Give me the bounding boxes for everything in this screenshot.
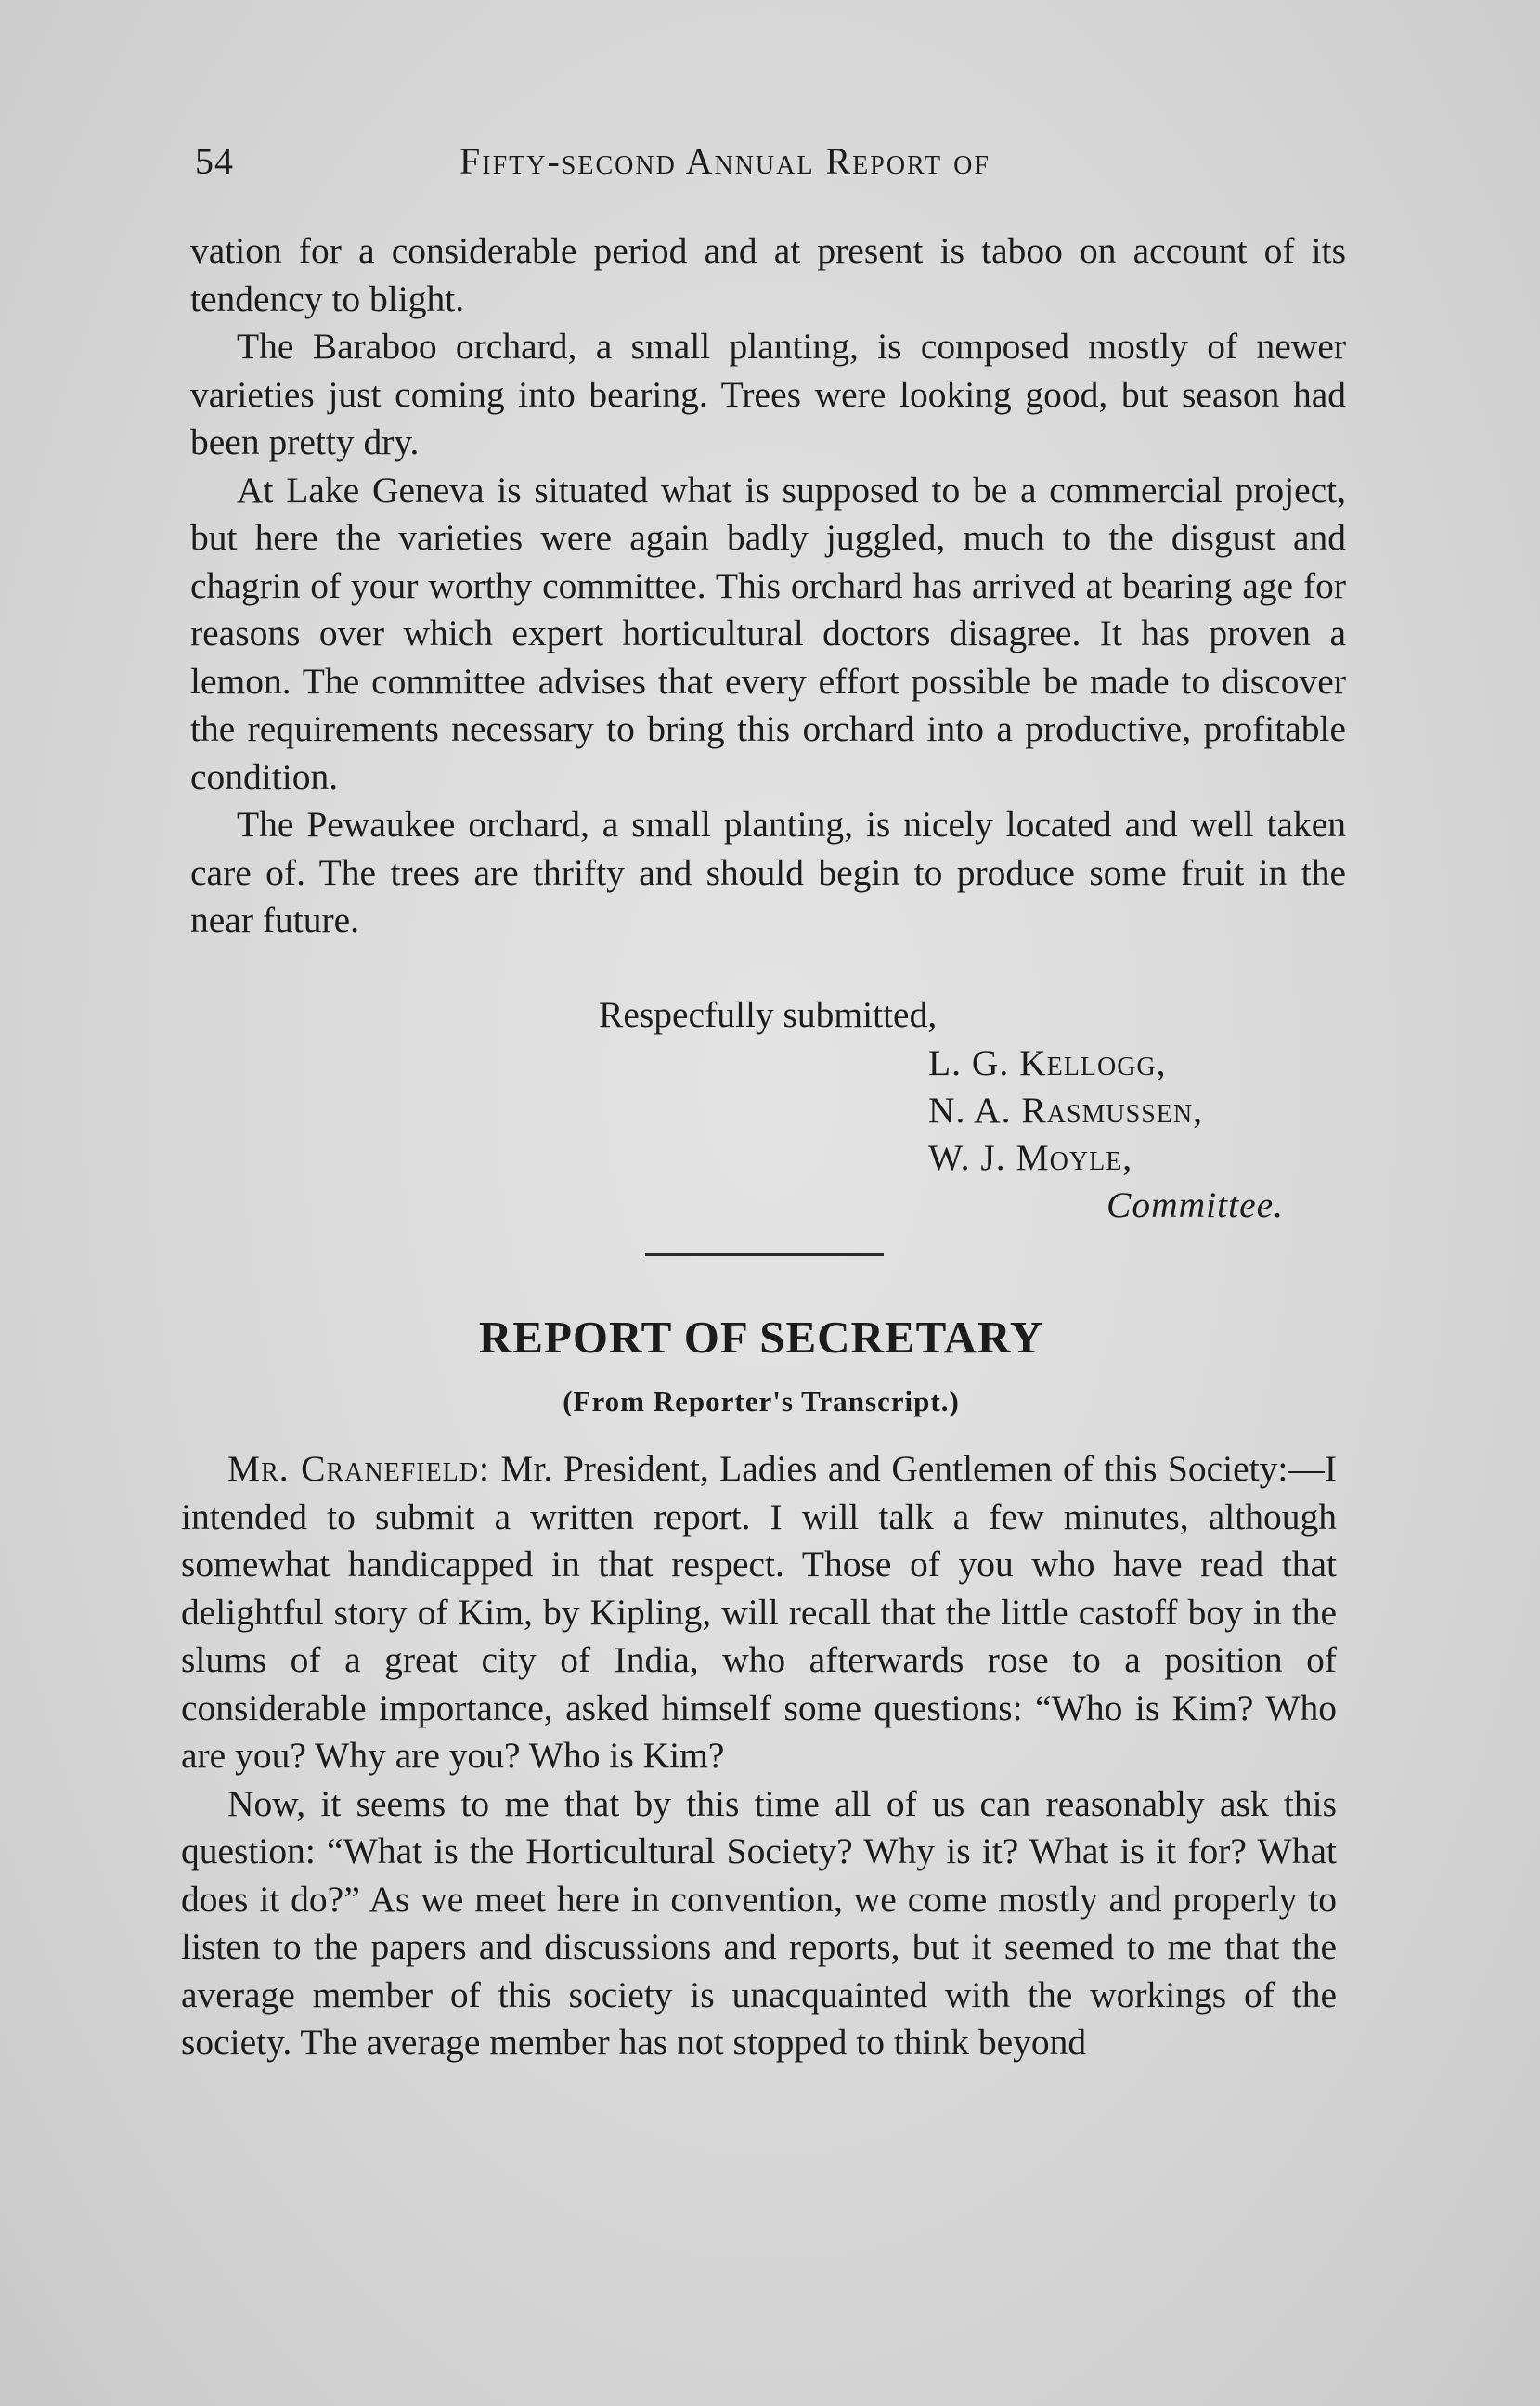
paragraph: Now, it seems to me that by this time all of us can reasonably ask this question: “What is the Horticultural Society? Why is it? What is it for? What does it do?” As we meet here in convention, we come mostly and properly to listen to the papers and discussions and reports, but it seemed to me that the average member of this society is unacquainted with the workings of the society. The average member has not stopped to think beyond (181, 1782, 1337, 2063)
paragraph: At Lake Geneva is situated what is supposed to be a commercial project, but here the varieties were again badly juggled, much to the disgust and chagrin of your worthy committee. This orchard has arrived at bearing age for reasons over which expert horticultural doctors disagree. It has proven a lemon. The committee advises that every effort possible be made to discover the requirements necessary to bring this orchard into a productive, profitable condition. (190, 469, 1346, 797)
paragraph (181, 1445, 1337, 1780)
page-header (195, 139, 1365, 195)
signatory-name: W. J. Moyle, (928, 1137, 1133, 1178)
secretary-report-text (181, 1445, 1337, 2067)
signatory-name: N. A. Rasmussen, (928, 1090, 1203, 1131)
committee-report-text (190, 227, 1346, 945)
section-title: REPORT OF SECRETARY (478, 1312, 1044, 1363)
section-subtitle: (From Reporter's Transcript.) (563, 1385, 960, 1417)
speaker-name: Mr. Cranefield: (227, 1448, 490, 1489)
signatory-name: L. G. Kellogg, (928, 1042, 1167, 1083)
paragraph-text: Mr. President, Ladies and Gentlemen of this Society:—I intended to submit a written report. I will talk a few minutes, although somewhat handicapped in that respect. Those of you who have read that delightful story of Kim, by Kipling, will recall that the little castoff boy in the slums of a great city of India, who afterwards rose to a position of considerable importance, asked himself some questions: “Who is Kim? Who are you? Why are you? Who is Kim? (181, 1448, 1337, 1776)
page-number: 54 (195, 140, 234, 182)
paragraph: The Baraboo orchard, a small planting, is composed mostly of newer varieties just coming into bearing. Trees were looking good, but season had been pretty dry. (190, 326, 1346, 462)
closing-line: Respecfully submitted, (599, 994, 938, 1035)
running-head: Fifty-second Annual Report of (459, 140, 990, 182)
section-divider (645, 1253, 884, 1256)
signatory-role: Committee. (1106, 1184, 1285, 1225)
paragraph: vation for a considerable period and at present is taboo on account of its tendency to blight. (190, 230, 1346, 319)
paragraph: The Pewaukee orchard, a small planting, is nicely located and well taken care of. The trees are thrifty and should begin to produce some fruit in the near future. (190, 804, 1346, 940)
